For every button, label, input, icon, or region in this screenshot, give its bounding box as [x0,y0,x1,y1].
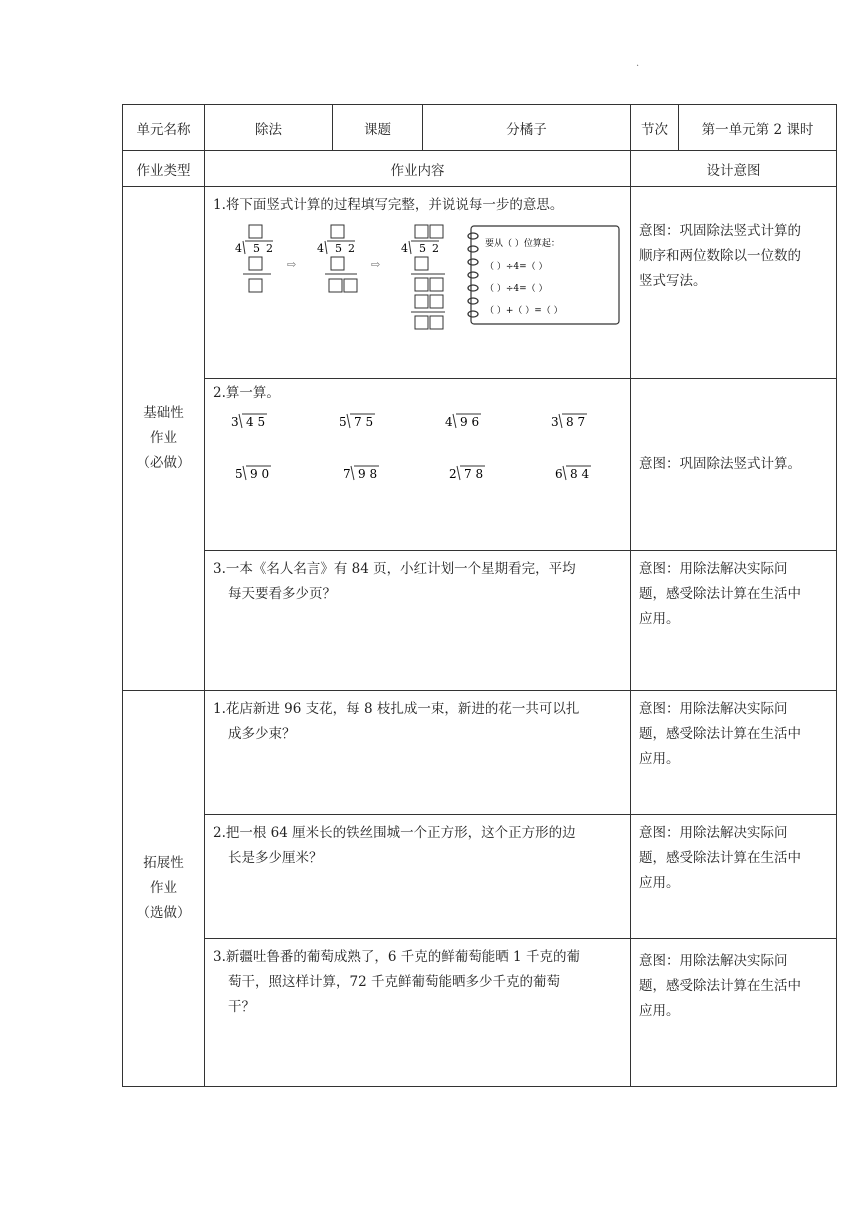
question-text: 长是多少厘米？ [228,850,323,866]
intent-line: 应用。 [639,1003,680,1019]
answer-box [344,279,357,292]
column-header-row [123,151,837,187]
intent-extension-3 [631,939,837,1087]
header-row [123,105,837,151]
question-number: 3. [213,949,226,965]
homework-design-table [122,104,837,1087]
question-text: 将下面竖式计算的过程填写完整，并说说每一步的意思。 [225,197,564,213]
intent-line: 竖式写法。 [639,273,707,289]
answer-box [249,279,262,292]
col-header-type: 作业类型 [123,151,205,187]
lesson-label: 节次 [631,105,679,151]
table-row [123,939,837,1087]
question-extension-1 [205,691,631,815]
question-extension-3 [205,939,631,1087]
notebook-figure [468,226,619,324]
question-extension-2 [205,815,631,939]
notebook-line-2: （ ）÷4=（ ） [485,262,548,272]
arrow-icon: ⇨ [371,258,381,271]
question-basic-3 [205,551,631,691]
page-dot-mark: . [636,58,640,69]
arrow-icon: ⇨ [287,258,297,271]
answer-box [415,278,428,291]
problem-dividend: 8 7 [566,415,586,429]
unit-name-value: 除法 [205,105,333,151]
type-line: 拓展性 [143,855,184,871]
division-problem [231,414,267,429]
notebook-line-1: 要从（ ）位算起： [485,239,560,249]
question-basic-1 [205,187,631,379]
problem-dividend: 7 5 [354,415,374,429]
unit-name-label: 单元名称 [123,105,205,151]
answer-box [331,225,344,238]
problem-dividend: 4 5 [246,415,266,429]
divisor-text: 4 [401,242,408,255]
question-number: 2. [213,825,226,841]
question-text: 干？ [228,999,255,1015]
problem-dividend: 7 8 [464,467,484,481]
intent-line: 应用。 [639,751,680,767]
division-problem [343,466,379,481]
section-type-basic [123,187,205,691]
intent-line: 意图：用除法解决实际问 [639,701,788,717]
question-number: 1. [213,197,226,213]
question-number: 2. [213,385,226,401]
division-problem [235,466,271,481]
type-line: 作业 [150,880,177,896]
answer-box [415,257,428,270]
col-header-intent: 设计意图 [631,151,837,187]
answer-box [430,316,443,329]
division-step-3 [401,225,445,329]
divisor-text: 4 [317,242,324,255]
problem-divisor: 3 [231,415,239,429]
intent-line: 顺序和两位数除以一位数的 [639,248,801,264]
question-number: 3. [213,561,226,577]
question-text: 算一算。 [225,385,280,401]
answer-box [249,225,262,238]
answer-box [329,279,342,292]
problem-dividend: 9 8 [358,467,378,481]
dividend-digit-2: 2 [266,242,273,255]
long-division-steps-figure [217,220,637,340]
intent-line: 意图：巩固除法竖式计算。 [639,456,801,472]
question-text: 花店新进 96 支花，每 8 枝扎成一束，新进的花一共可以扎 [225,701,580,717]
division-problem [555,466,591,481]
answer-box [331,257,344,270]
section-type-extension [123,691,205,1087]
table-row [123,379,837,551]
question-basic-2 [205,379,631,551]
problem-divisor: 2 [449,467,457,481]
notebook-line-3: （ ）÷4=（ ） [485,284,548,294]
dividend-digit-1: 5 [335,242,342,255]
type-line: （必做） [136,455,191,471]
problem-divisor: 5 [339,415,347,429]
question-text: 把一根 64 厘米长的铁丝围城一个正方形，这个正方形的边 [225,825,576,841]
topic-label: 课题 [333,105,423,151]
dividend-digit-2: 2 [432,242,439,255]
intent-line: 意图：巩固除法竖式计算的 [639,223,801,239]
dividend-digit-1: 5 [419,242,426,255]
problem-divisor: 6 [555,467,563,481]
intent-line: 题，感受除法计算在生活中 [639,726,801,742]
answer-box [430,278,443,291]
problem-divisor: 7 [343,467,351,481]
lesson-value: 第一单元第 2 课时 [679,105,837,151]
problem-dividend: 9 0 [250,467,270,481]
table-row [123,815,837,939]
question-text: 成多少束？ [228,726,296,742]
question-text: 每天要看多少页？ [228,586,336,602]
question-text: 萄干，照这样计算，72 千克鲜葡萄能晒多少千克的葡萄 [228,974,560,990]
answer-box [249,257,262,270]
intent-line: 意图：用除法解决实际问 [639,561,788,577]
problem-dividend: 9 6 [460,415,480,429]
intent-line: 题，感受除法计算在生活中 [639,586,801,602]
intent-basic-1 [631,187,837,379]
answer-box [415,295,428,308]
intent-line: 题，感受除法计算在生活中 [639,850,801,866]
division-problem [449,466,485,481]
division-problem [445,414,481,429]
intent-extension-1 [631,691,837,815]
problem-divisor: 4 [445,415,453,429]
answer-box [415,225,428,238]
type-line: 作业 [150,430,177,446]
problem-divisor: 3 [551,415,559,429]
col-header-content: 作业内容 [205,151,631,187]
dividend-digit-1: 5 [253,242,260,255]
question-number: 1. [213,701,226,717]
intent-line: 意图：用除法解决实际问 [639,953,788,969]
intent-line: 意图：用除法解决实际问 [639,825,788,841]
intent-line: 应用。 [639,611,680,627]
dividend-digit-2: 2 [348,242,355,255]
table-row [123,187,837,379]
division-step-2 [317,225,357,292]
type-line: （选做） [136,905,191,921]
type-line: 基础性 [143,405,184,421]
table-row [123,551,837,691]
table-row [123,691,837,815]
problem-dividend: 8 4 [570,467,590,481]
answer-box [430,225,443,238]
question-text: 新疆吐鲁番的葡萄成熟了，6 千克的鲜葡萄能晒 1 千克的葡 [225,949,580,965]
intent-basic-2 [631,379,837,551]
answer-box [415,316,428,329]
division-step-1 [235,225,273,292]
divisor-text: 4 [235,242,242,255]
topic-value: 分橘子 [423,105,631,151]
division-problem [339,414,375,429]
intent-extension-2 [631,815,837,939]
division-problems-grid [227,406,647,496]
intent-line: 题，感受除法计算在生活中 [639,978,801,994]
division-problem [551,414,587,429]
intent-line: 应用。 [639,875,680,891]
notebook-line-4: （ ）+（ ）=（ ） [485,306,563,316]
question-text: 一本《名人名言》有 84 页，小红计划一个星期看完，平均 [225,561,576,577]
problem-divisor: 5 [235,467,243,481]
answer-box [430,295,443,308]
spiral-binding-icon [468,233,478,317]
intent-basic-3 [631,551,837,691]
